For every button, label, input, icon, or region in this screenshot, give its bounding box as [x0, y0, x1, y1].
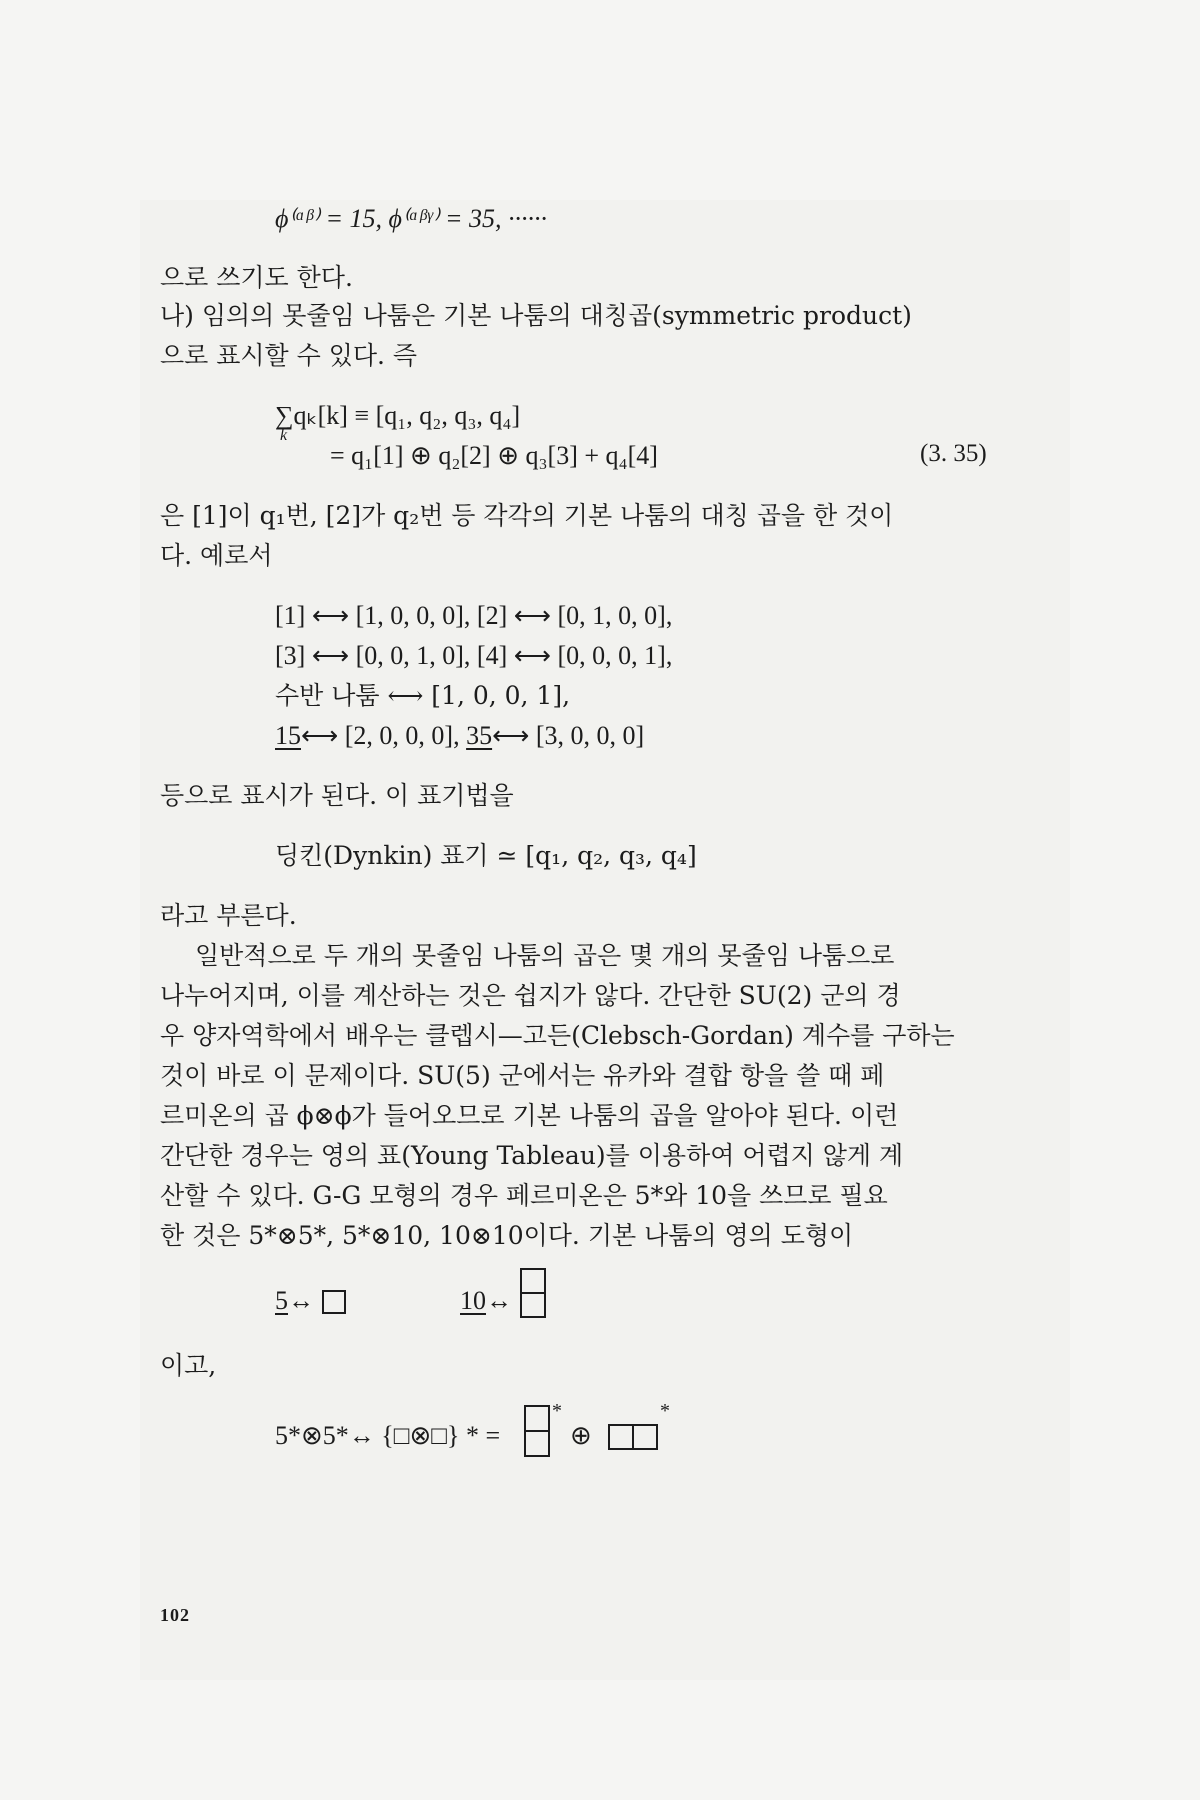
body-text-line: 나누어지며, 이를 계산하는 것은 쉽지가 않다. 간단한 SU(2) 군의 경	[160, 981, 901, 1010]
body-text-line: 으로 표시할 수 있다. 즉	[160, 341, 418, 370]
body-text-line: 라고 부른다.	[160, 901, 297, 930]
body-text-line: 한 것은 5*⊗5*, 5*⊗10, 10⊗10이다. 기본 나툼의 영의 도형이	[160, 1221, 854, 1250]
body-text-line: 나) 임의의 못줄임 나툼은 기본 나툼의 대칭곱(symmetric product)	[160, 301, 912, 330]
sum-equation-line: ∑qₖ[k] ≡ [q₁, q₂, q₃, q₄]	[275, 401, 521, 430]
underlined-rep: 35	[466, 721, 493, 750]
underlined-rep: 15	[275, 721, 301, 750]
product-equation: 5*⊗5*↔ {□⊗□} * =	[275, 1421, 501, 1450]
body-text-line: 우 양자역학에서 배우는 클렙시—고든(Clebsch-Gordan) 계수를 구하는	[160, 1021, 955, 1050]
conjugate-star: *	[660, 1400, 670, 1422]
young-box-divider	[632, 1424, 634, 1450]
dynkin-label: ⟷ [2, 0, 0, 0],	[301, 721, 467, 750]
body-text-line: 으로 쓰기도 한다.	[160, 263, 353, 292]
body-text-line: 것이 바로 이 문제이다. SU(5) 군에서는 유카와 결합 항을 쓸 때 페	[160, 1061, 885, 1090]
body-text-line: 일반적으로 두 개의 못줄임 나툼의 곱은 몇 개의 못줄임 나툼으로	[195, 941, 895, 970]
rep-10-label	[460, 1285, 512, 1317]
underlined-rep: 10	[460, 1286, 486, 1315]
body-text-line: 다. 예로서	[160, 541, 273, 570]
direct-sum-symbol: ⊕	[570, 1421, 592, 1450]
body-text-line: 은 [1]이 q₁번, [2]가 q₂번 등 각각의 기본 나툼의 대칭 곱을 한 것이	[160, 501, 894, 530]
young-box-divider	[520, 1292, 546, 1294]
young-box-single	[322, 1290, 346, 1314]
body-text-line: 간단한 경우는 영의 표(Young Tableau)를 이용하여 어렵지 않게 계	[160, 1141, 904, 1170]
arrow-glyph: ↔	[486, 1286, 512, 1315]
sum-index: k	[280, 427, 288, 444]
conjugate-star: *	[552, 1400, 562, 1422]
young-box-divider	[524, 1430, 550, 1432]
body-text-line: 르미온의 곱 ϕ⊗ϕ가 들어오므로 기본 나툼의 곱을 알아야 된다. 이런	[160, 1101, 899, 1130]
sum-equation-line-2: = q₁[1] ⊕ q₂[2] ⊕ q₃[3] + q₄[4]	[330, 441, 658, 470]
arrow-glyph: ↔	[288, 1286, 314, 1315]
phi-definitions-line: ϕ⁽ᵅᵝ⁾ = 15, ϕ⁽ᵅᵝᵞ⁾ = 35, ······	[275, 204, 548, 233]
underlined-rep: 5	[275, 1286, 288, 1315]
body-text-line: 이고,	[160, 1351, 217, 1380]
page-number: 102	[160, 1605, 190, 1625]
body-text-line: 등으로 표시가 된다. 이 표기법을	[160, 781, 514, 810]
dynkin-map-line: [3] ⟷ [0, 0, 1, 0], [4] ⟷ [0, 0, 0, 1],	[275, 641, 673, 670]
equation-number: (3. 35)	[920, 440, 987, 467]
dynkin-map-line: 수반 나툼 ⟷ [1, 0, 0, 1],	[275, 681, 571, 710]
body-text-line: 산할 수 있다. G-G 모형의 경우 페르미온은 5*와 10을 쓰므로 필요	[160, 1181, 888, 1210]
rep-5-label	[275, 1285, 314, 1317]
dynkin-label: ⟷ [3, 0, 0, 0]	[492, 721, 645, 750]
dynkin-map-line	[275, 720, 644, 752]
dynkin-map-line: [1] ⟷ [1, 0, 0, 0], [2] ⟷ [0, 1, 0, 0],	[275, 601, 673, 630]
dynkin-notation-line: 딩킨(Dynkin) 표기 ≃ [q₁, q₂, q₃, q₄]	[275, 841, 697, 870]
